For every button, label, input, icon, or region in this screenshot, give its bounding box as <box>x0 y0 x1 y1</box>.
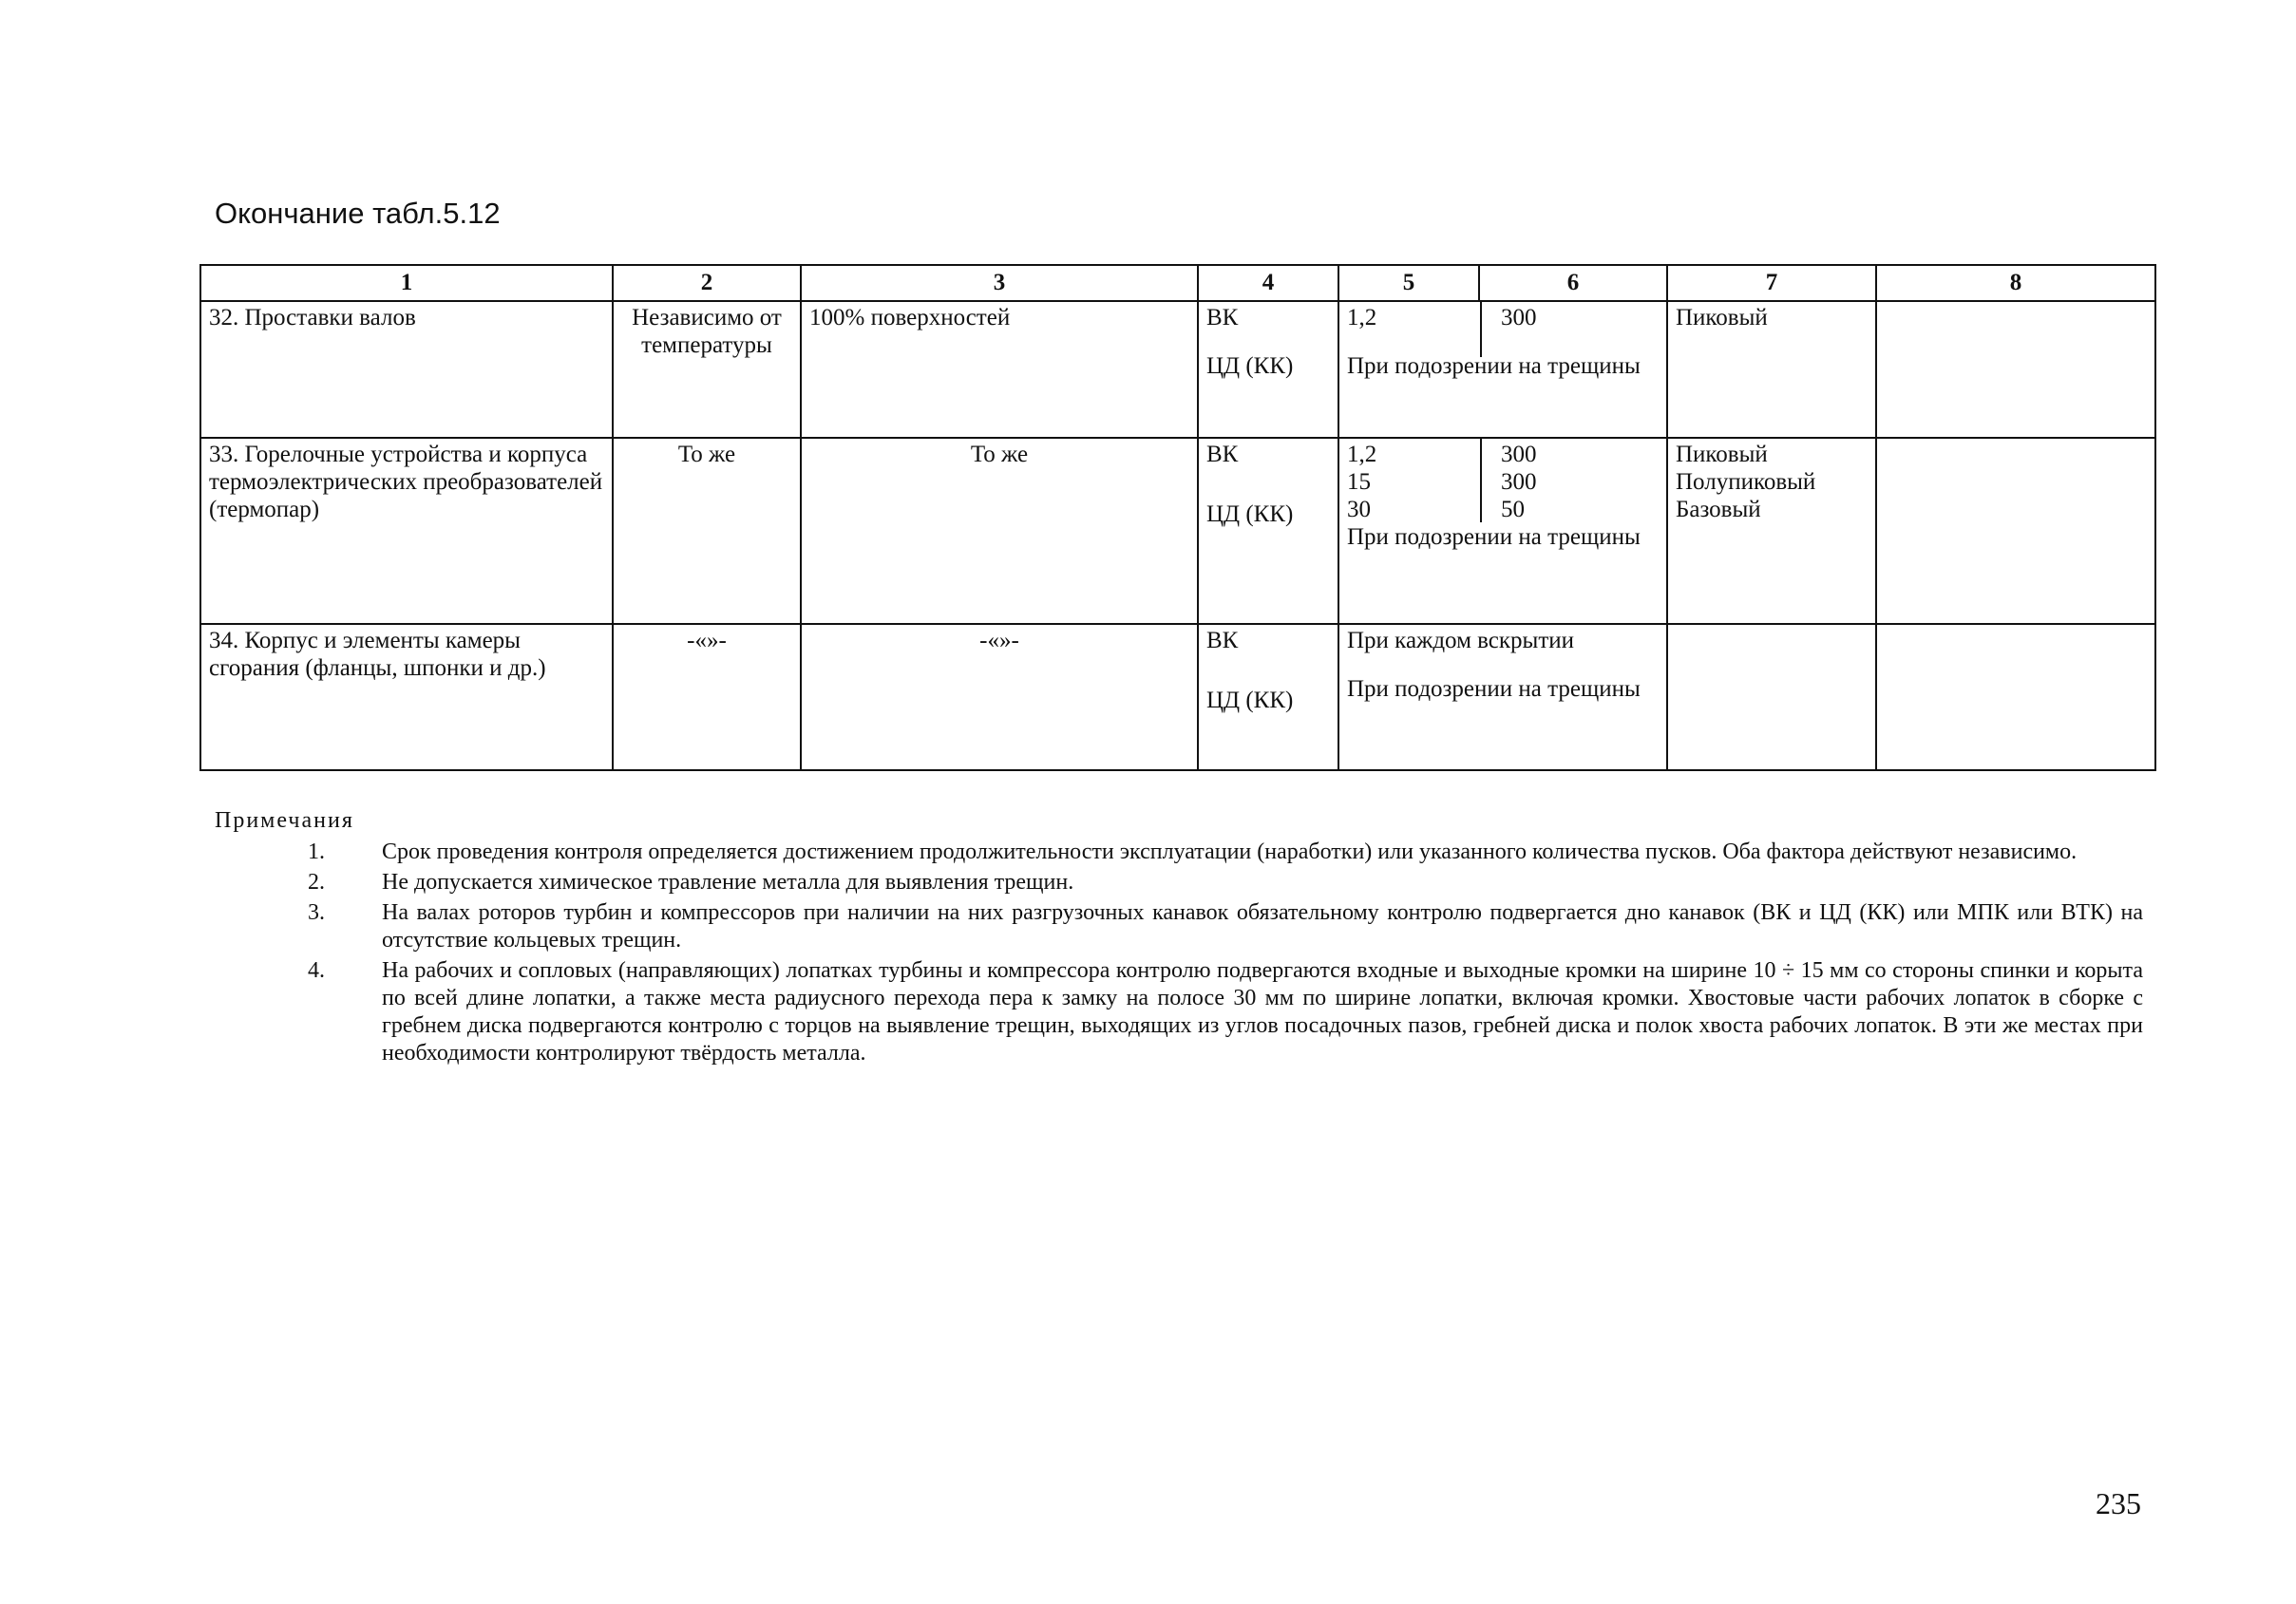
element-name-cell: 33. Горелочные устройства и корпуса термоэлектрических преобразователей (термопар) <box>200 438 613 624</box>
method-cd: ЦД (КК) <box>1206 688 1294 713</box>
hours-value: 1,2 <box>1347 305 1377 330</box>
method-cell <box>1198 301 1338 438</box>
note-number: 1. <box>308 840 325 864</box>
notes-section <box>215 807 2143 1070</box>
scope-cell: То же <box>801 438 1198 624</box>
note-text: Не допускается химическое травление металла для выявления трещин. <box>382 870 1074 895</box>
note-number: 2. <box>308 870 325 895</box>
mode-value: Базовый <box>1676 497 1761 522</box>
table-row <box>200 438 2155 624</box>
column-header: 3 <box>801 265 1198 301</box>
control-table <box>199 264 2156 771</box>
note-cell <box>1876 301 2155 438</box>
hours-value: 15 <box>1347 469 1371 495</box>
scope-cell: -«»- <box>801 624 1198 770</box>
note-text: Срок проведения контроля определяется достижением продолжительности эксплуатации (наработки) или указанного количества пусков. Оба фактора действуют независимо. <box>382 840 2078 864</box>
mode-cell <box>1667 301 1876 438</box>
interval-values <box>1347 304 1659 331</box>
interval-cell <box>1338 624 1667 770</box>
mode-value: Полупиковый <box>1676 469 1816 495</box>
note-number: 3. <box>308 900 325 925</box>
starts-value: 300 <box>1501 442 1537 467</box>
interval-values <box>1347 441 1659 468</box>
column-header: 8 <box>1876 265 2155 301</box>
column-divider <box>1480 302 1482 357</box>
note-item <box>215 957 2143 1067</box>
table-row <box>200 301 2155 438</box>
temperature-cell: Независимо от температуры <box>613 301 801 438</box>
note-text: На рабочих и сопловых (направляющих) лопатках турбины и компрессора контролю подвергаются входные и выходные кромки на ширине 10 ÷ 15 мм со стороны спинки и корыта по всей длине лопатки, а также места радиусного перехода пера к замку на полосе 30 мм по ширине лопатки, включая кромки. Хвостовые части рабочих лопаток в сборке с гребнем диска подвергаются контролю с торцов на выявление трещин, выходящих из углов посадочных пазов, гребней диска и полок хвоста рабочих лопаток. В эти же местах при необходимости контролируют твёрдость металла. <box>382 958 2143 1066</box>
note-cell <box>1876 438 2155 624</box>
method-vk: ВК <box>1206 305 1239 330</box>
method-vk: ВК <box>1206 442 1239 467</box>
method-cd: ЦД (КК) <box>1206 353 1294 379</box>
column-header: 2 <box>613 265 801 301</box>
note-text: На валах роторов турбин и компрессоров при наличии на них разгрузочных канавок обязательному контролю подвергается дно канавок (ВК и ЦД (КК) или МПК или ВТК) на отсутствие кольцевых трещин. <box>382 900 2143 953</box>
notes-title: Примечания <box>215 808 354 833</box>
note-item <box>215 839 2143 866</box>
column-header: 1 <box>200 265 613 301</box>
interval-cell <box>1338 301 1667 438</box>
hours-value: 30 <box>1347 497 1371 522</box>
method-cd: ЦД (КК) <box>1206 501 1294 527</box>
suspicion-note: При подозрении на трещины <box>1347 353 1641 379</box>
column-divider <box>1480 439 1482 522</box>
mode-cell <box>1667 438 1876 624</box>
interval-values <box>1347 468 1659 496</box>
hours-value: 1,2 <box>1347 442 1377 467</box>
page-number: 235 <box>2096 1486 2141 1520</box>
starts-value: 300 <box>1501 305 1537 330</box>
temperature-cell: -«»- <box>613 624 801 770</box>
suspicion-note: При подозрении на трещины <box>1347 676 1641 702</box>
note-cell <box>1876 624 2155 770</box>
mode-value: Пиковый <box>1676 305 1768 330</box>
mode-value: Пиковый <box>1676 442 1768 467</box>
table-caption: Окончание табл.5.12 <box>215 197 501 230</box>
method-vk: ВК <box>1206 628 1239 653</box>
element-name-cell: 32. Проставки валов <box>200 301 613 438</box>
suspicion-note: При подозрении на трещины <box>1347 524 1641 550</box>
scope-cell: 100% поверхностей <box>801 301 1198 438</box>
column-header: 7 <box>1667 265 1876 301</box>
method-cell <box>1198 624 1338 770</box>
table-row <box>200 624 2155 770</box>
column-header: 6 <box>1479 265 1667 301</box>
note-item <box>215 899 2143 954</box>
column-header: 4 <box>1198 265 1338 301</box>
temperature-cell: То же <box>613 438 801 624</box>
column-header: 5 <box>1338 265 1479 301</box>
mode-cell <box>1667 624 1876 770</box>
interval-values <box>1347 496 1659 523</box>
each-opening-note: При каждом вскрытии <box>1347 628 1575 653</box>
starts-value: 50 <box>1501 497 1525 522</box>
interval-cell <box>1338 438 1667 624</box>
starts-value: 300 <box>1501 469 1537 495</box>
table-header-row <box>200 265 2155 301</box>
note-number: 4. <box>308 958 325 983</box>
method-cell <box>1198 438 1338 624</box>
element-name-cell: 34. Корпус и элементы камеры сгорания (фланцы, шпонки и др.) <box>200 624 613 770</box>
note-item <box>215 869 2143 896</box>
